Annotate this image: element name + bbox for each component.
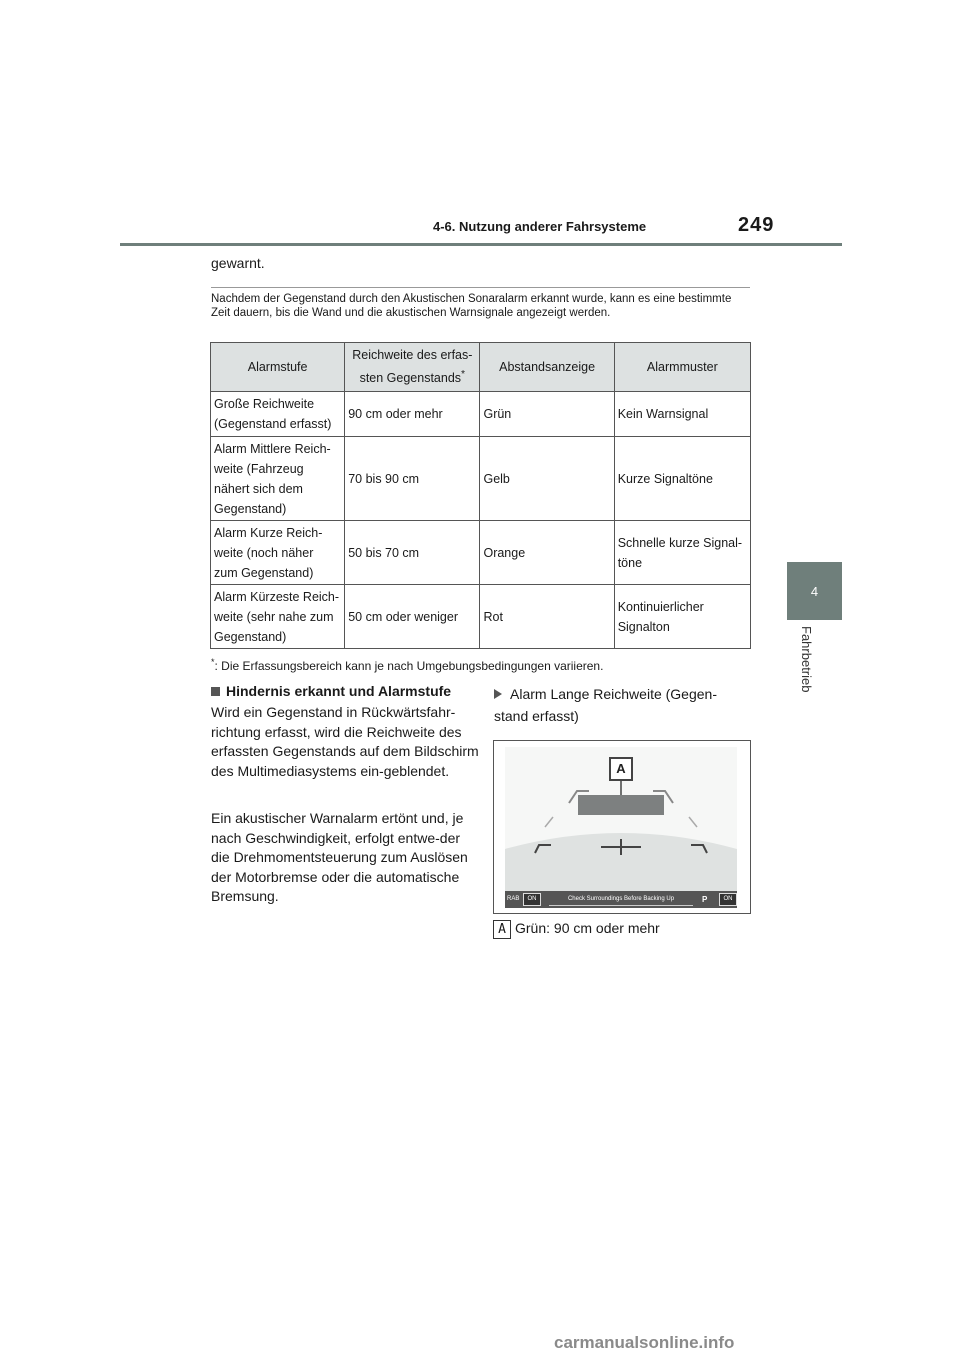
paragraph-alarm: Ein akustischer Warnalarm ertönt und, je nach Geschwindigkeit, erfolgt entwe-der die Drehmomentsteuerung zum Auslösen der Motorbremse oder die automatische Bremsung. — [211, 810, 468, 904]
display-status-bar — [505, 891, 737, 908]
chapter-label-text: Fahrbetrieb — [799, 626, 814, 693]
header-rule — [120, 243, 842, 246]
footnote-text: : Die Erfassungsbereich kann je nach Umgebungsbedingungen variieren. — [214, 659, 604, 673]
cell-line: nähert sich dem — [214, 481, 303, 496]
cell-line: weite (noch näher — [214, 545, 314, 560]
display-screen — [505, 747, 737, 908]
status-message: Check Surroundings Before Backing Up — [549, 894, 693, 906]
cell-alarm-level — [211, 392, 345, 437]
bullet-item — [494, 683, 744, 727]
cell-distance-display: Rot — [480, 585, 614, 649]
cell-range: 90 cm oder mehr — [345, 392, 480, 437]
parking-on-button[interactable]: ON — [719, 893, 737, 906]
caption-badge-a: A — [493, 920, 511, 939]
arrow-bullet-icon — [494, 689, 502, 699]
watermark: carmanualsonline.info — [554, 1333, 735, 1352]
cell-alarm-level — [211, 521, 345, 585]
chapter-tab — [787, 562, 842, 620]
cell-line: Gegenstand) — [214, 629, 287, 644]
chapter-number: 4 — [810, 583, 819, 599]
cell-line: Gegenstand) — [214, 501, 287, 516]
rab-label: RAB — [507, 896, 520, 902]
green-range-indicator — [578, 795, 664, 815]
cell-distance-display: Orange — [480, 521, 614, 585]
footnote — [211, 657, 603, 673]
cell-alarm-level — [211, 437, 345, 521]
bullet-text: Alarm Lange Reichweite (Gegen-stand erfasst) — [494, 686, 717, 724]
display-caption — [493, 920, 660, 939]
header-distance-display: Abstandsanzeige — [480, 343, 614, 392]
parking-icon: P — [702, 895, 708, 904]
cell-line: Alarm Kürzeste Reich- — [214, 589, 340, 604]
header-range-line1: Reichweite des erfas- — [352, 348, 473, 363]
note-text: Nachdem der Gegenstand durch den Akustischen Sonaralarm erkannt wurde, kann es eine bestimmte Zeit dauern, bis die Wand und die akustischen Warnsignale angezeigt werden. — [211, 293, 732, 319]
alarm-table — [210, 342, 751, 649]
cell-line: Schnelle kurze Signal- — [617, 535, 743, 550]
table-header-row — [211, 343, 751, 392]
cell-range: 50 bis 70 cm — [345, 521, 480, 585]
multimedia-display-illustration — [493, 740, 751, 914]
cell-line: Große Reichweite — [214, 397, 315, 411]
cell-distance-display: Gelb — [480, 437, 614, 521]
header-alarm-level: Alarmstufe — [211, 343, 345, 392]
paragraph-detection: Wird ein Gegenstand in Rückwärtsfahr-richtung erfasst, wird die Reichweite des erfassten Gegenstands auf dem Bildschirm des Multimediasystems ein-geblendet. — [211, 704, 479, 779]
sub-heading — [211, 683, 451, 699]
table-row — [211, 521, 751, 585]
cell-line: Signalton — [617, 619, 670, 634]
cell-alarm-pattern — [614, 585, 750, 649]
cell-line: (Gegenstand erfasst) — [214, 417, 332, 431]
callout-label-a: A — [609, 757, 633, 781]
cell-range: 50 cm oder weniger — [345, 585, 480, 649]
intro-text: gewarnt. — [211, 255, 265, 271]
guide-line-left-icon — [545, 817, 553, 827]
footnote-mark: * — [211, 657, 215, 667]
table-row — [211, 392, 751, 437]
caption-text: Grün: 90 cm oder mehr — [515, 920, 660, 936]
note-divider — [211, 287, 750, 288]
cell-alarm-pattern — [614, 521, 750, 585]
header-range-line2: sten Gegenstands — [359, 371, 462, 386]
cell-line: töne — [617, 555, 643, 570]
cell-line: Alarm Kurze Reich- — [214, 525, 323, 540]
header-range — [345, 343, 480, 392]
cell-line: Kontinuierlicher — [617, 599, 704, 614]
cell-distance-display: Grün — [480, 392, 614, 437]
cell-line: zum Gegenstand) — [214, 565, 314, 580]
chapter-label — [799, 626, 829, 706]
table-row — [211, 585, 751, 649]
page-number: 249 — [738, 214, 775, 236]
section-title: 4-6. Nutzung anderer Fahrsysteme — [433, 219, 647, 234]
sub-heading-text: Hindernis erkannt und Alarmstufe — [226, 683, 452, 699]
table-row — [211, 437, 751, 521]
cell-alarm-pattern: Kein Warnsignal — [614, 392, 750, 437]
cell-line: weite (sehr nahe zum — [214, 609, 334, 624]
header-range-mark: * — [461, 369, 466, 381]
square-bullet-icon — [211, 687, 220, 696]
cell-alarm-pattern: Kurze Signaltöne — [614, 437, 750, 521]
guide-line-right-icon — [689, 817, 697, 827]
header-alarm-pattern: Alarmmuster — [614, 343, 750, 392]
cell-range: 70 bis 90 cm — [345, 437, 480, 521]
cell-line: Alarm Mittlere Reich- — [214, 441, 331, 456]
cell-line: weite (Fahrzeug — [214, 461, 304, 476]
rab-on-button[interactable]: ON — [523, 893, 541, 906]
cell-alarm-level — [211, 585, 345, 649]
